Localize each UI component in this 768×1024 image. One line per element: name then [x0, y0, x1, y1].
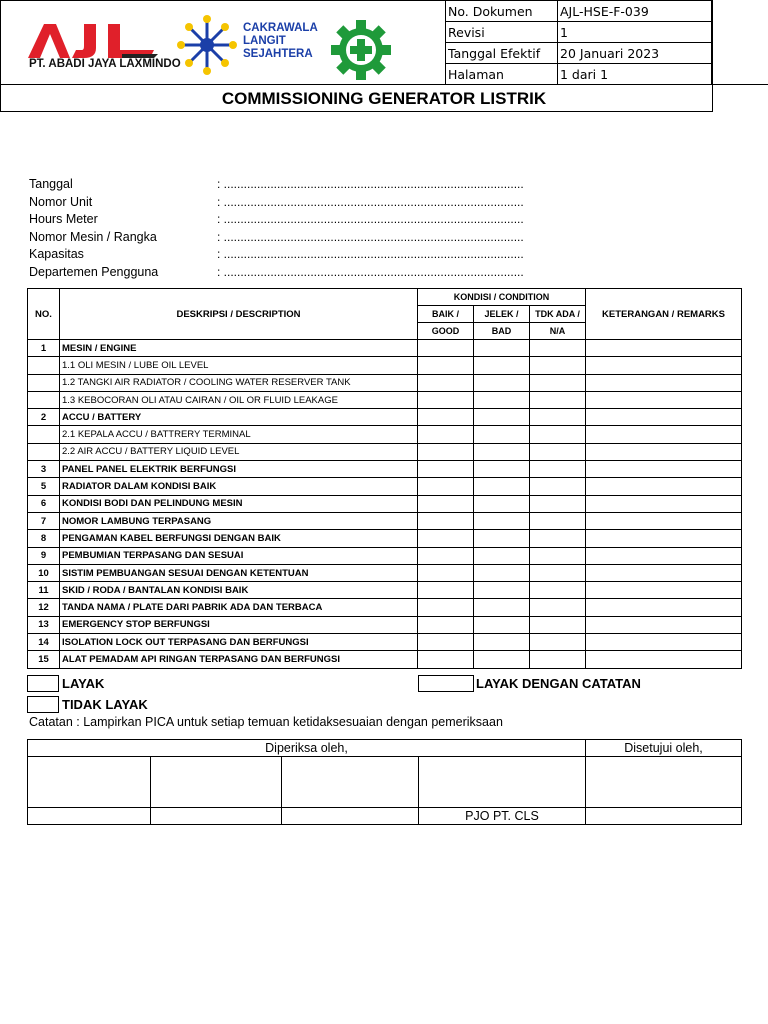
- remarks-cell[interactable]: [586, 374, 742, 391]
- na-cell[interactable]: [530, 426, 586, 443]
- doc-info-row: [446, 64, 712, 85]
- bad-cell[interactable]: [474, 374, 530, 391]
- na-cell[interactable]: [530, 616, 586, 633]
- signature-name-box[interactable]: [151, 808, 282, 825]
- column-header-condition: KONDISI / CONDITION: [418, 289, 586, 306]
- row-number: 14: [28, 634, 60, 651]
- signature-name-box[interactable]: [282, 808, 419, 825]
- doc-info-value: 20 Januari 2023: [558, 43, 712, 64]
- good-cell[interactable]: [418, 426, 474, 443]
- row-number: [28, 374, 60, 391]
- remarks-cell[interactable]: [586, 461, 742, 478]
- bad-cell[interactable]: [474, 530, 530, 547]
- good-cell[interactable]: [418, 547, 474, 564]
- cls-star-logo: [176, 14, 240, 76]
- table-row: [28, 582, 742, 599]
- good-cell[interactable]: [418, 512, 474, 529]
- table-row: [28, 357, 742, 374]
- row-number: 5: [28, 478, 60, 495]
- table-row: [28, 391, 742, 408]
- signature-name-box[interactable]: [586, 808, 742, 825]
- tidak-layak-checkbox[interactable]: [27, 696, 59, 713]
- row-description: MESIN / ENGINE: [60, 340, 418, 357]
- table-row: [28, 530, 742, 547]
- info-value-field[interactable]: : ..........................................................................................: [217, 229, 524, 244]
- remarks-cell[interactable]: [586, 478, 742, 495]
- bad-cell[interactable]: [474, 616, 530, 633]
- column-header-na-2: N/A: [530, 323, 586, 340]
- doc-info-value: 1: [558, 22, 712, 43]
- remarks-cell[interactable]: [586, 340, 742, 357]
- na-cell[interactable]: [530, 564, 586, 581]
- info-value-field[interactable]: : ..........................................................................................: [217, 177, 524, 191]
- good-cell[interactable]: [418, 530, 474, 547]
- info-label: Nomor Unit: [29, 194, 93, 209]
- column-header-bad-2: BAD: [474, 323, 530, 340]
- good-cell[interactable]: [418, 478, 474, 495]
- checklist-table: [27, 288, 742, 669]
- good-cell[interactable]: [418, 357, 474, 374]
- row-number: 3: [28, 461, 60, 478]
- good-cell[interactable]: [418, 409, 474, 426]
- info-row-hours-meter: [29, 212, 549, 229]
- row-description: RADIATOR DALAM KONDISI BAIK: [60, 478, 418, 495]
- row-number: 2: [28, 409, 60, 426]
- na-cell[interactable]: [530, 634, 586, 651]
- remarks-cell[interactable]: [586, 409, 742, 426]
- row-description: 1.3 KEBOCORAN OLI ATAU CAIRAN / OIL OR FLUID LEAKAGE: [60, 391, 418, 408]
- info-row-tanggal: [29, 177, 549, 194]
- signature-box[interactable]: [419, 757, 586, 808]
- doc-info-row: [446, 22, 712, 43]
- remarks-cell[interactable]: [586, 495, 742, 512]
- remarks-cell[interactable]: [586, 599, 742, 616]
- row-number: 1: [28, 340, 60, 357]
- table-row: [28, 547, 742, 564]
- signature-name-box[interactable]: [28, 808, 151, 825]
- approved-by-label: Disetujui oleh,: [586, 740, 742, 757]
- doc-info-key: Halaman: [446, 64, 558, 85]
- doc-info-value: 1 dari 1: [558, 64, 712, 85]
- remarks-cell[interactable]: [586, 357, 742, 374]
- table-row: [28, 512, 742, 529]
- note-text: Catatan : Lampirkan PICA untuk setiap temuan ketidaksesuaian dengan pemeriksaan: [29, 715, 503, 729]
- remarks-cell[interactable]: [586, 512, 742, 529]
- row-number: 12: [28, 599, 60, 616]
- info-value-field[interactable]: : ..........................................................................................: [217, 247, 524, 261]
- row-number: [28, 426, 60, 443]
- k3-safety-gear-icon: [330, 20, 392, 82]
- doc-info-row: [446, 43, 712, 64]
- row-number: [28, 443, 60, 460]
- na-cell[interactable]: [530, 374, 586, 391]
- layak-checkbox[interactable]: [27, 675, 59, 692]
- row-description: 1.2 TANGKI AIR RADIATOR / COOLING WATER RESERVER TANK: [60, 374, 418, 391]
- cls-line-2: LANGIT: [243, 35, 286, 47]
- na-cell[interactable]: [530, 495, 586, 512]
- row-description: PANEL PANEL ELEKTRIK BERFUNGSI: [60, 461, 418, 478]
- good-cell[interactable]: [418, 340, 474, 357]
- column-header-good-2: GOOD: [418, 323, 474, 340]
- table-row: [28, 634, 742, 651]
- signature-box[interactable]: [28, 757, 151, 808]
- info-row-nomor-unit: [29, 195, 549, 212]
- na-cell[interactable]: [530, 357, 586, 374]
- document-title: COMMISSIONING GENERATOR LISTRIK: [0, 84, 768, 112]
- row-description: EMERGENCY STOP BERFUNGSI: [60, 616, 418, 633]
- good-cell[interactable]: [418, 599, 474, 616]
- tidak-layak-label: TIDAK LAYAK: [62, 697, 148, 712]
- remarks-cell[interactable]: [586, 443, 742, 460]
- row-number: 7: [28, 512, 60, 529]
- row-description: 2.1 KEPALA ACCU / BATTRERY TERMINAL: [60, 426, 418, 443]
- info-label: Hours Meter: [29, 212, 98, 226]
- info-value-field[interactable]: : ..........................................................................................: [217, 212, 524, 226]
- na-cell[interactable]: [530, 512, 586, 529]
- remarks-cell[interactable]: [586, 564, 742, 581]
- checklist-body: [28, 340, 742, 669]
- bad-cell[interactable]: [474, 340, 530, 357]
- column-header-no: NO.: [28, 289, 60, 340]
- column-header-good-1: BAIK /: [418, 306, 474, 323]
- cls-line-3: SEJAHTERA: [243, 48, 313, 60]
- doc-info-value: AJL-HSE-F-039: [558, 1, 712, 22]
- remarks-cell[interactable]: [586, 426, 742, 443]
- info-row-kapasitas: [29, 247, 549, 264]
- row-description: NOMOR LAMBUNG TERPASANG: [60, 512, 418, 529]
- info-label: Departemen Pengguna: [29, 264, 159, 279]
- good-cell[interactable]: [418, 634, 474, 651]
- row-description: TANDA NAMA / PLATE DARI PABRIK ADA DAN TERBACA: [60, 599, 418, 616]
- doc-info-key: Revisi: [446, 22, 558, 43]
- bad-cell[interactable]: [474, 564, 530, 581]
- checked-by-label: Diperiksa oleh,: [28, 740, 586, 757]
- bad-cell[interactable]: [474, 461, 530, 478]
- remarks-cell[interactable]: [586, 634, 742, 651]
- table-row: [28, 495, 742, 512]
- info-label: Tanggal: [29, 177, 73, 191]
- doc-info-key: Tanggal Efektif: [446, 43, 558, 64]
- column-header-remarks: KETERANGAN / REMARKS: [586, 289, 742, 340]
- good-cell[interactable]: [418, 616, 474, 633]
- cls-line-1: CAKRAWALA: [243, 22, 318, 34]
- document-info-table: [445, 0, 712, 85]
- signature-box[interactable]: [586, 757, 742, 808]
- bad-cell[interactable]: [474, 651, 530, 668]
- na-cell[interactable]: [530, 443, 586, 460]
- good-cell[interactable]: [418, 374, 474, 391]
- layak-dengan-catatan-checkbox[interactable]: [418, 675, 474, 692]
- row-description: PEMBUMIAN TERPASANG DAN SESUAI: [60, 547, 418, 564]
- na-cell[interactable]: [530, 582, 586, 599]
- cls-company-name: [243, 22, 318, 61]
- bad-cell[interactable]: [474, 495, 530, 512]
- good-cell[interactable]: [418, 651, 474, 668]
- bad-cell[interactable]: [474, 582, 530, 599]
- table-row: [28, 616, 742, 633]
- column-header-description: DESKRIPSI / DESCRIPTION: [60, 289, 418, 340]
- info-label: Nomor Mesin / Rangka: [29, 229, 157, 244]
- table-row: [28, 461, 742, 478]
- good-cell[interactable]: [418, 461, 474, 478]
- row-description: ALAT PEMADAM API RINGAN TERPASANG DAN BERFUNGSI: [60, 651, 418, 668]
- layak-dengan-catatan-label: LAYAK DENGAN CATATAN: [476, 676, 641, 691]
- table-row: [28, 651, 742, 668]
- info-value-field[interactable]: : ..........................................................................................: [217, 194, 524, 209]
- row-number: 15: [28, 651, 60, 668]
- row-number: 11: [28, 582, 60, 599]
- signature-box[interactable]: [282, 757, 419, 808]
- bad-cell[interactable]: [474, 634, 530, 651]
- row-description: SKID / RODA / BANTALAN KONDISI BAIK: [60, 582, 418, 599]
- good-cell[interactable]: [418, 391, 474, 408]
- good-cell[interactable]: [418, 564, 474, 581]
- na-cell[interactable]: [530, 599, 586, 616]
- bad-cell[interactable]: [474, 357, 530, 374]
- na-cell[interactable]: [530, 391, 586, 408]
- na-cell[interactable]: [530, 340, 586, 357]
- signature-header-row: [28, 740, 742, 757]
- na-cell[interactable]: [530, 409, 586, 426]
- remarks-cell[interactable]: [586, 616, 742, 633]
- bad-cell[interactable]: [474, 512, 530, 529]
- row-number: [28, 357, 60, 374]
- row-description: ACCU / BATTERY: [60, 409, 418, 426]
- info-row-nomor-mesin: [29, 230, 549, 247]
- doc-info-row: [446, 1, 712, 22]
- bad-cell[interactable]: [474, 599, 530, 616]
- table-row: [28, 426, 742, 443]
- remarks-cell[interactable]: [586, 391, 742, 408]
- bad-cell[interactable]: [474, 547, 530, 564]
- signature-name-row: [28, 808, 742, 825]
- good-cell[interactable]: [418, 443, 474, 460]
- row-number: 9: [28, 547, 60, 564]
- table-row: [28, 443, 742, 460]
- pjo-label: PJO PT. CLS: [419, 808, 586, 825]
- na-cell[interactable]: [530, 478, 586, 495]
- table-row: [28, 478, 742, 495]
- table-row: [28, 409, 742, 426]
- row-description: 1.1 OLI MESIN / LUBE OIL LEVEL: [60, 357, 418, 374]
- row-number: 8: [28, 530, 60, 547]
- logo-area: [0, 0, 445, 84]
- remarks-cell[interactable]: [586, 651, 742, 668]
- row-description: SISTIM PEMBUANGAN SESUAI DENGAN KETENTUAN: [60, 564, 418, 581]
- na-cell[interactable]: [530, 651, 586, 668]
- table-row: [28, 340, 742, 357]
- info-row-departemen: [29, 265, 549, 282]
- remarks-cell[interactable]: [586, 547, 742, 564]
- row-description: KONDISI BODI DAN PELINDUNG MESIN: [60, 495, 418, 512]
- doc-info-key: No. Dokumen: [446, 1, 558, 22]
- layak-label: LAYAK: [62, 676, 105, 691]
- bad-cell[interactable]: [474, 409, 530, 426]
- good-cell[interactable]: [418, 582, 474, 599]
- table-row: [28, 599, 742, 616]
- row-number: 13: [28, 616, 60, 633]
- bad-cell[interactable]: [474, 391, 530, 408]
- bad-cell[interactable]: [474, 478, 530, 495]
- info-value-field[interactable]: : ..........................................................................................: [217, 264, 524, 279]
- column-header-bad-1: JELEK /: [474, 306, 530, 323]
- row-number: 10: [28, 564, 60, 581]
- signature-box[interactable]: [151, 757, 282, 808]
- document-header: [0, 0, 713, 112]
- bad-cell[interactable]: [474, 443, 530, 460]
- column-header-na-1: TDK ADA /: [530, 306, 586, 323]
- row-number: [28, 391, 60, 408]
- row-description: 2.2 AIR ACCU / BATTERY LIQUID LEVEL: [60, 443, 418, 460]
- row-number: 6: [28, 495, 60, 512]
- good-cell[interactable]: [418, 495, 474, 512]
- remarks-cell[interactable]: [586, 530, 742, 547]
- signature-space-row: [28, 757, 742, 808]
- na-cell[interactable]: [530, 461, 586, 478]
- row-description: ISOLATION LOCK OUT TERPASANG DAN BERFUNGSI: [60, 634, 418, 651]
- ajl-company-name: PT. ABADI JAYA LAXMINDO: [29, 58, 181, 70]
- table-header-row: [28, 289, 742, 306]
- bad-cell[interactable]: [474, 426, 530, 443]
- remarks-cell[interactable]: [586, 582, 742, 599]
- na-cell[interactable]: [530, 530, 586, 547]
- signature-table: [27, 739, 742, 825]
- info-label: Kapasitas: [29, 247, 84, 261]
- row-description: PENGAMAN KABEL BERFUNGSI DENGAN BAIK: [60, 530, 418, 547]
- table-row: [28, 374, 742, 391]
- table-row: [28, 564, 742, 581]
- na-cell[interactable]: [530, 547, 586, 564]
